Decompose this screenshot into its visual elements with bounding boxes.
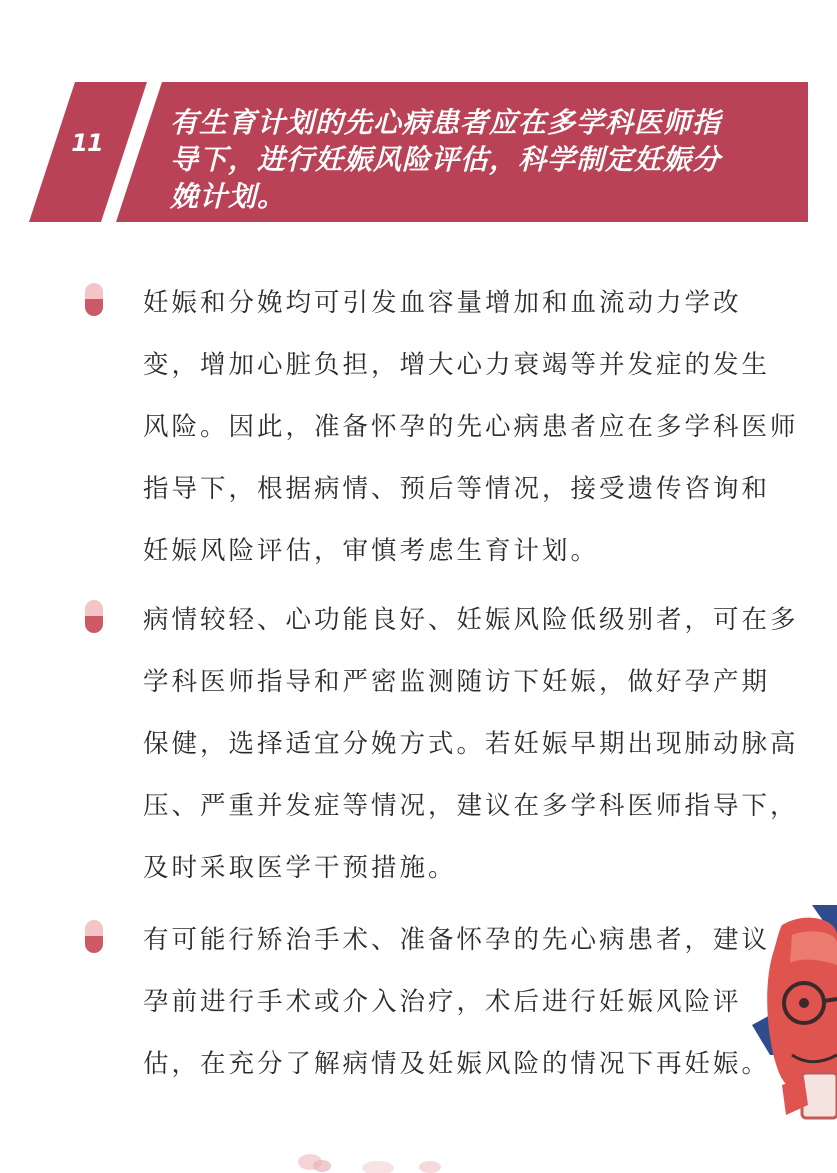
- paragraph-line: 压、严重并发症等情况，建议在多学科医师指导下，: [143, 791, 799, 821]
- capsule-icon: [85, 920, 103, 953]
- paragraph-line: 风险。因此，准备怀孕的先心病患者应在多学科医师: [143, 412, 799, 442]
- capsule-icon: [85, 600, 103, 633]
- section-title-line: 有生育计划的先心病患者应在多学科医师指: [170, 106, 722, 139]
- paragraph-line: 学科医师指导和严密监测随访下妊娠，做好孕产期: [143, 667, 771, 697]
- paragraph-line: 指导下，根据病情、预后等情况，接受遗传咨询和: [143, 474, 771, 504]
- section-title-line: 娩计划。: [170, 180, 287, 213]
- paragraph-line: 及时采取医学干预措施。: [143, 853, 457, 883]
- paragraph-line: 变，增加心脏负担，增大心力衰竭等并发症的发生: [143, 350, 771, 380]
- paragraph-line: 妊娠和分娩均可引发血容量增加和血流动力学改: [143, 288, 742, 318]
- paragraph-line: 有可能行矫治手术、准备怀孕的先心病患者，建议: [143, 925, 771, 955]
- section-banner: [0, 82, 837, 222]
- section-title: [170, 104, 790, 215]
- paragraph-line: 妊娠风险评估，审慎考虑生育计划。: [143, 536, 600, 566]
- heart-mascot-illustration: [752, 905, 837, 1173]
- paragraph-line: 病情较轻、心功能良好、妊娠风险低级别者，可在多: [143, 605, 799, 635]
- paragraph-line: 孕前进行手术或介入治疗，术后进行妊娠风险评: [143, 987, 742, 1017]
- decorative-petals: [290, 1140, 490, 1173]
- paragraph-line: 估，在充分了解病情及妊娠风险的情况下再妊娠。: [143, 1049, 771, 1079]
- section-number: 11: [71, 129, 103, 157]
- section-title-line: 导下，进行妊娠风险评估，科学制定妊娠分: [170, 143, 722, 176]
- paragraph-line: 保健，选择适宜分娩方式。若妊娠早期出现肺动脉高: [143, 729, 799, 759]
- capsule-icon: [85, 283, 103, 316]
